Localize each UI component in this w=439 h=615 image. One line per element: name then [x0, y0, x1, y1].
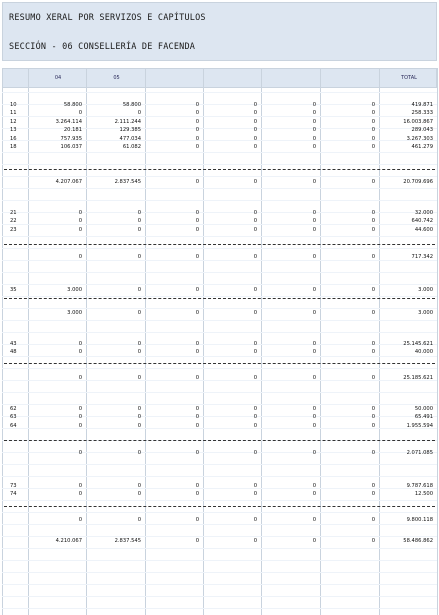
- value-cell: 3.000: [67, 310, 82, 316]
- row-code: 23: [10, 226, 17, 233]
- table-row: [2, 422, 437, 431]
- row-stripe: [2, 368, 437, 369]
- value-cell: 0: [137, 375, 141, 381]
- value-cell: 0: [312, 341, 316, 347]
- row-code: 35: [10, 287, 17, 293]
- total-cell: 2.071.085: [406, 450, 433, 456]
- value-cell: 0: [195, 110, 199, 117]
- total-cell: 1.955.594: [406, 422, 433, 429]
- value-cell: 0: [253, 450, 257, 456]
- value-cell: 0: [312, 287, 316, 293]
- row-stripe: [2, 176, 437, 177]
- value-cell: 0: [195, 341, 199, 347]
- value-cell: 3.264.114: [55, 118, 82, 125]
- value-cell: 0: [371, 287, 375, 293]
- value-cell: 0: [312, 491, 316, 498]
- value-cell: 0: [253, 110, 257, 117]
- value-cell: 0: [195, 491, 199, 498]
- row-stripe: [2, 560, 437, 561]
- total-cell: 419.871: [411, 102, 433, 108]
- row-code: 12: [10, 118, 17, 125]
- value-cell: 0: [195, 483, 199, 489]
- row-code: 18: [10, 144, 17, 150]
- value-cell: 0: [78, 210, 82, 216]
- value-cell: 0: [253, 102, 257, 108]
- total-cell: 3.000: [418, 310, 433, 316]
- value-cell: 0: [195, 135, 199, 142]
- subtotal-row: [2, 309, 437, 318]
- value-cell: 0: [253, 341, 257, 347]
- table-row: [2, 490, 437, 499]
- total-cell: 40.000: [414, 349, 433, 356]
- total-cell: 32.000: [414, 210, 433, 216]
- total-cell: 44.600: [414, 226, 433, 233]
- value-cell: 0: [253, 310, 257, 316]
- row-stripe: [2, 572, 437, 573]
- value-cell: 0: [312, 179, 316, 185]
- value-cell: 0: [312, 218, 316, 225]
- value-cell: 0: [312, 538, 316, 544]
- value-cell: 0: [371, 538, 375, 544]
- section-title: SECCIÓN - 06 CONSELLERÍA DE FACENDA: [9, 42, 196, 52]
- value-cell: 0: [78, 226, 82, 233]
- value-cell: 0: [78, 483, 82, 489]
- value-cell: 0: [253, 287, 257, 293]
- row-stripe: [2, 320, 437, 321]
- row-code: 21: [10, 210, 17, 216]
- value-cell: 0: [253, 118, 257, 125]
- column-header: 05: [113, 75, 120, 81]
- table-row: [2, 226, 437, 235]
- total-cell: 640.742: [411, 218, 433, 225]
- value-cell: 0: [371, 450, 375, 456]
- value-cell: 0: [371, 422, 375, 429]
- value-cell: 0: [137, 414, 141, 421]
- value-cell: 129.385: [119, 127, 141, 134]
- row-code: 74: [10, 491, 17, 498]
- value-cell: 106.037: [60, 144, 82, 150]
- value-cell: 0: [371, 218, 375, 225]
- value-cell: 0: [253, 135, 257, 142]
- value-cell: 0: [137, 310, 141, 316]
- row-stripe: [2, 188, 437, 189]
- row-code: 11: [10, 110, 17, 117]
- total-cell: 258.333: [411, 110, 433, 117]
- value-cell: 0: [371, 406, 375, 412]
- value-cell: 0: [312, 483, 316, 489]
- value-cell: 0: [312, 127, 316, 134]
- value-cell: 0: [195, 254, 199, 260]
- value-cell: 0: [137, 406, 141, 412]
- value-cell: 0: [195, 406, 199, 412]
- row-stripe: [2, 164, 437, 165]
- column-header-row: [2, 68, 437, 88]
- row-stripe: [2, 284, 437, 285]
- subtotal-separator: [4, 244, 435, 245]
- row-stripe: [2, 596, 437, 597]
- value-cell: 0: [137, 218, 141, 225]
- value-cell: 0: [253, 538, 257, 544]
- report-header: [2, 2, 437, 61]
- row-stripe: [2, 92, 437, 93]
- row-stripe: [2, 548, 437, 549]
- value-cell: 61.082: [122, 144, 141, 150]
- value-cell: 0: [253, 210, 257, 216]
- row-stripe: [2, 296, 437, 297]
- value-cell: 0: [195, 538, 199, 544]
- value-cell: 0: [195, 422, 199, 429]
- total-cell: 20.709.696: [403, 179, 433, 185]
- value-cell: 0: [371, 102, 375, 108]
- row-stripe: [2, 152, 437, 153]
- subtotal-separator: [4, 440, 435, 441]
- total-cell: 717.342: [411, 254, 433, 260]
- row-code: 62: [10, 406, 17, 412]
- value-cell: 0: [312, 450, 316, 456]
- table-row: [2, 348, 437, 357]
- value-cell: 0: [312, 517, 316, 523]
- subtotal-row: [2, 537, 437, 546]
- row-code: 63: [10, 414, 17, 421]
- value-cell: 0: [78, 491, 82, 498]
- value-cell: 0: [312, 422, 316, 429]
- value-cell: 0: [312, 135, 316, 142]
- value-cell: 0: [195, 450, 199, 456]
- value-cell: 0: [371, 310, 375, 316]
- value-cell: 0: [253, 218, 257, 225]
- total-cell: 289.043: [411, 127, 433, 134]
- value-cell: 0: [312, 310, 316, 316]
- value-cell: 0: [371, 483, 375, 489]
- value-cell: 0: [371, 491, 375, 498]
- value-cell: 0: [78, 349, 82, 356]
- value-cell: 477.034: [119, 135, 141, 142]
- value-cell: 0: [312, 375, 316, 381]
- value-cell: 0: [253, 349, 257, 356]
- value-cell: 0: [195, 127, 199, 134]
- row-stripe: [2, 500, 437, 501]
- row-stripe: [2, 272, 437, 273]
- value-cell: 0: [78, 375, 82, 381]
- value-cell: 0: [312, 254, 316, 260]
- value-cell: 0: [78, 414, 82, 421]
- value-cell: 0: [253, 406, 257, 412]
- subtotal-separator: [4, 363, 435, 364]
- subtotal-row: [2, 374, 437, 383]
- row-stripe: [2, 584, 437, 585]
- subtotal-separator: [4, 298, 435, 299]
- value-cell: 0: [253, 414, 257, 421]
- value-cell: 0: [195, 102, 199, 108]
- row-code: 22: [10, 218, 17, 225]
- value-cell: 0: [195, 179, 199, 185]
- value-cell: 0: [312, 349, 316, 356]
- value-cell: 0: [195, 375, 199, 381]
- total-cell: 3.000: [418, 287, 433, 293]
- value-cell: 0: [371, 349, 375, 356]
- total-cell: 3.267.303: [406, 135, 433, 142]
- value-cell: 0: [137, 491, 141, 498]
- report-title: RESUMO XERAL POR SERVIZOS E CAPÍTULOS: [9, 13, 206, 23]
- row-stripe: [2, 332, 437, 333]
- value-cell: 0: [312, 144, 316, 150]
- value-cell: 0: [253, 375, 257, 381]
- value-cell: 0: [312, 414, 316, 421]
- value-cell: 0: [371, 517, 375, 523]
- value-cell: 0: [78, 218, 82, 225]
- row-code: 43: [10, 341, 17, 347]
- value-cell: 0: [253, 483, 257, 489]
- row-code: 10: [10, 102, 17, 108]
- value-cell: 0: [371, 414, 375, 421]
- total-cell: 25.185.621: [403, 375, 433, 381]
- value-cell: 0: [253, 127, 257, 134]
- row-stripe: [2, 392, 437, 393]
- value-cell: 0: [253, 179, 257, 185]
- value-cell: 0: [253, 144, 257, 150]
- value-cell: 0: [371, 118, 375, 125]
- row-stripe: [2, 608, 437, 609]
- total-cell: 65.491: [414, 414, 433, 421]
- value-cell: 0: [137, 226, 141, 233]
- value-cell: 0: [253, 491, 257, 498]
- value-cell: 0: [253, 517, 257, 523]
- subtotal-row: [2, 253, 437, 262]
- value-cell: 0: [195, 226, 199, 233]
- total-cell: 9.800.118: [406, 517, 433, 523]
- value-cell: 0: [137, 450, 141, 456]
- value-cell: 0: [195, 517, 199, 523]
- value-cell: 0: [78, 406, 82, 412]
- value-cell: 20.181: [63, 127, 82, 134]
- value-cell: 0: [371, 110, 375, 117]
- value-cell: 0: [195, 349, 199, 356]
- row-code: 13: [10, 127, 17, 134]
- row-code: 73: [10, 483, 17, 489]
- value-cell: 58.800: [122, 102, 141, 108]
- value-cell: 0: [195, 118, 199, 125]
- total-cell: 58.486.862: [403, 538, 433, 544]
- total-cell: 9.787.618: [406, 483, 433, 489]
- value-cell: 2.837.545: [114, 179, 141, 185]
- value-cell: 4.210.067: [55, 538, 82, 544]
- value-cell: 3.000: [67, 287, 82, 293]
- row-stripe: [2, 464, 437, 465]
- value-cell: 0: [195, 287, 199, 293]
- value-cell: 0: [195, 144, 199, 150]
- value-cell: 0: [253, 422, 257, 429]
- value-cell: 0: [312, 226, 316, 233]
- value-cell: 0: [78, 110, 82, 117]
- table-row: [2, 286, 437, 295]
- value-cell: 0: [137, 517, 141, 523]
- value-cell: 0: [137, 287, 141, 293]
- value-cell: 0: [312, 406, 316, 412]
- column-header: 04: [54, 75, 62, 81]
- value-cell: 0: [195, 414, 199, 421]
- value-cell: 0: [253, 254, 257, 260]
- value-cell: 0: [137, 110, 141, 117]
- value-cell: 0: [253, 226, 257, 233]
- value-cell: 0: [371, 179, 375, 185]
- subtotal-row: [2, 516, 437, 525]
- value-cell: 4.207.067: [55, 179, 82, 185]
- value-cell: 0: [195, 210, 199, 216]
- value-cell: 0: [137, 254, 141, 260]
- subtotal-separator: [4, 169, 435, 170]
- total-cell: 25.145.621: [403, 341, 433, 347]
- subtotal-separator: [4, 506, 435, 507]
- row-stripe: [2, 236, 437, 237]
- value-cell: 0: [137, 483, 141, 489]
- value-cell: 2.111.244: [114, 118, 141, 125]
- value-cell: 58.800: [63, 102, 82, 108]
- value-cell: 0: [78, 341, 82, 347]
- total-cell: 12.500: [414, 491, 433, 498]
- value-cell: 757.935: [60, 135, 82, 142]
- value-cell: 0: [371, 127, 375, 134]
- value-cell: 0: [78, 254, 82, 260]
- column-divider: [437, 68, 438, 615]
- total-cell: 16.003.867: [403, 118, 433, 125]
- value-cell: 0: [371, 226, 375, 233]
- row-code: 16: [10, 135, 17, 142]
- row-code: 48: [10, 349, 17, 356]
- value-cell: 0: [137, 349, 141, 356]
- value-cell: 0: [78, 422, 82, 429]
- value-cell: 0: [195, 310, 199, 316]
- row-stripe: [2, 512, 437, 513]
- subtotal-row: [2, 178, 437, 187]
- value-cell: 0: [137, 341, 141, 347]
- value-cell: 0: [371, 144, 375, 150]
- value-cell: 0: [137, 210, 141, 216]
- value-cell: 0: [371, 135, 375, 142]
- value-cell: 0: [371, 375, 375, 381]
- value-cell: 0: [371, 210, 375, 216]
- value-cell: 0: [78, 450, 82, 456]
- row-stripe: [2, 248, 437, 249]
- value-cell: 0: [371, 341, 375, 347]
- value-cell: 0: [312, 102, 316, 108]
- value-cell: 0: [312, 110, 316, 117]
- value-cell: 0: [312, 210, 316, 216]
- value-cell: 0: [195, 218, 199, 225]
- subtotal-row: [2, 449, 437, 458]
- value-cell: 2.837.545: [114, 538, 141, 544]
- row-code: 64: [10, 422, 17, 429]
- total-cell: 50.000: [414, 406, 433, 412]
- value-cell: 0: [371, 254, 375, 260]
- value-cell: 0: [312, 118, 316, 125]
- row-stripe: [2, 200, 437, 201]
- value-cell: 0: [78, 517, 82, 523]
- column-header: TOTAL: [401, 75, 417, 81]
- row-stripe: [2, 476, 437, 477]
- value-cell: 0: [137, 422, 141, 429]
- total-cell: 461.279: [411, 144, 433, 150]
- table-row: [2, 143, 437, 152]
